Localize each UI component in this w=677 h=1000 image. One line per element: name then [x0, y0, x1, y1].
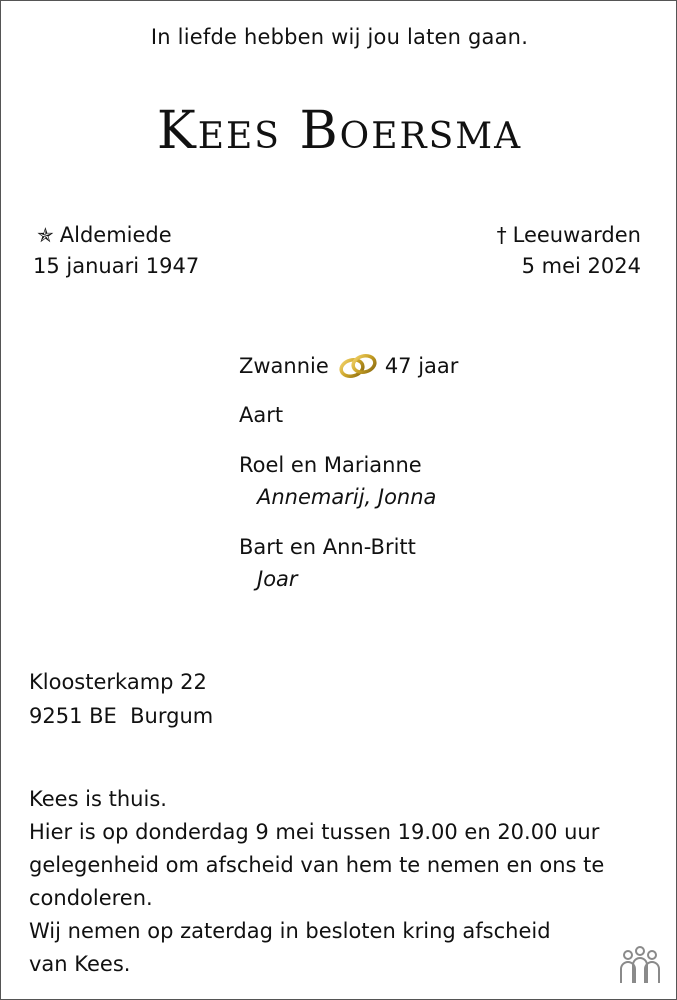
- notice-line-4: condoleren.: [29, 886, 153, 910]
- child-bart-ann-britt: Bart en Ann-Britt: [239, 535, 416, 559]
- death-info: [497, 220, 641, 282]
- grandchildren-roel: Annemarij, Jonna: [257, 485, 437, 509]
- notice-text: [29, 783, 629, 981]
- notice-line-2: Hier is op donderdag 9 mei tussen 19.00 en 20.00 uur: [29, 820, 600, 844]
- deceased-name: Kees Boersma: [156, 101, 523, 161]
- address-street: Kloosterkamp 22: [29, 670, 207, 694]
- motto: In liefde hebben wij jou laten gaan.: [150, 25, 529, 49]
- address-block: [29, 665, 213, 733]
- birth-place: Aldemiede: [59, 223, 172, 247]
- spouse-row: [239, 349, 458, 383]
- death-cross-icon: †: [496, 223, 507, 247]
- address-city: 9251 BE Burgum: [29, 704, 214, 728]
- people-logo-icon: [616, 945, 664, 985]
- notice-line-6: van Kees.: [29, 952, 131, 976]
- birth-star-icon: ✯: [37, 223, 54, 247]
- death-place: Leeuwarden: [512, 223, 641, 247]
- notice-line-5: Wij nemen op zaterdag in besloten kring afscheid: [29, 919, 551, 943]
- marriage-years: 47 jaar: [384, 354, 459, 378]
- family-list: [239, 349, 458, 595]
- grandchildren-bart: Joar: [257, 567, 298, 591]
- child-aart: Aart: [239, 403, 284, 427]
- death-date: 5 mei 2024: [521, 254, 641, 278]
- birth-info: [33, 220, 199, 282]
- spouse-name: Zwannie: [239, 354, 329, 378]
- birth-date: 15 januari 1947: [33, 254, 200, 278]
- child-roel-marianne: Roel en Marianne: [239, 453, 422, 477]
- wedding-rings-icon: [337, 353, 379, 379]
- notice-line-3: gelegenheid om afscheid van hem te nemen en ons te: [29, 853, 605, 877]
- notice-line-1: Kees is thuis.: [29, 787, 167, 811]
